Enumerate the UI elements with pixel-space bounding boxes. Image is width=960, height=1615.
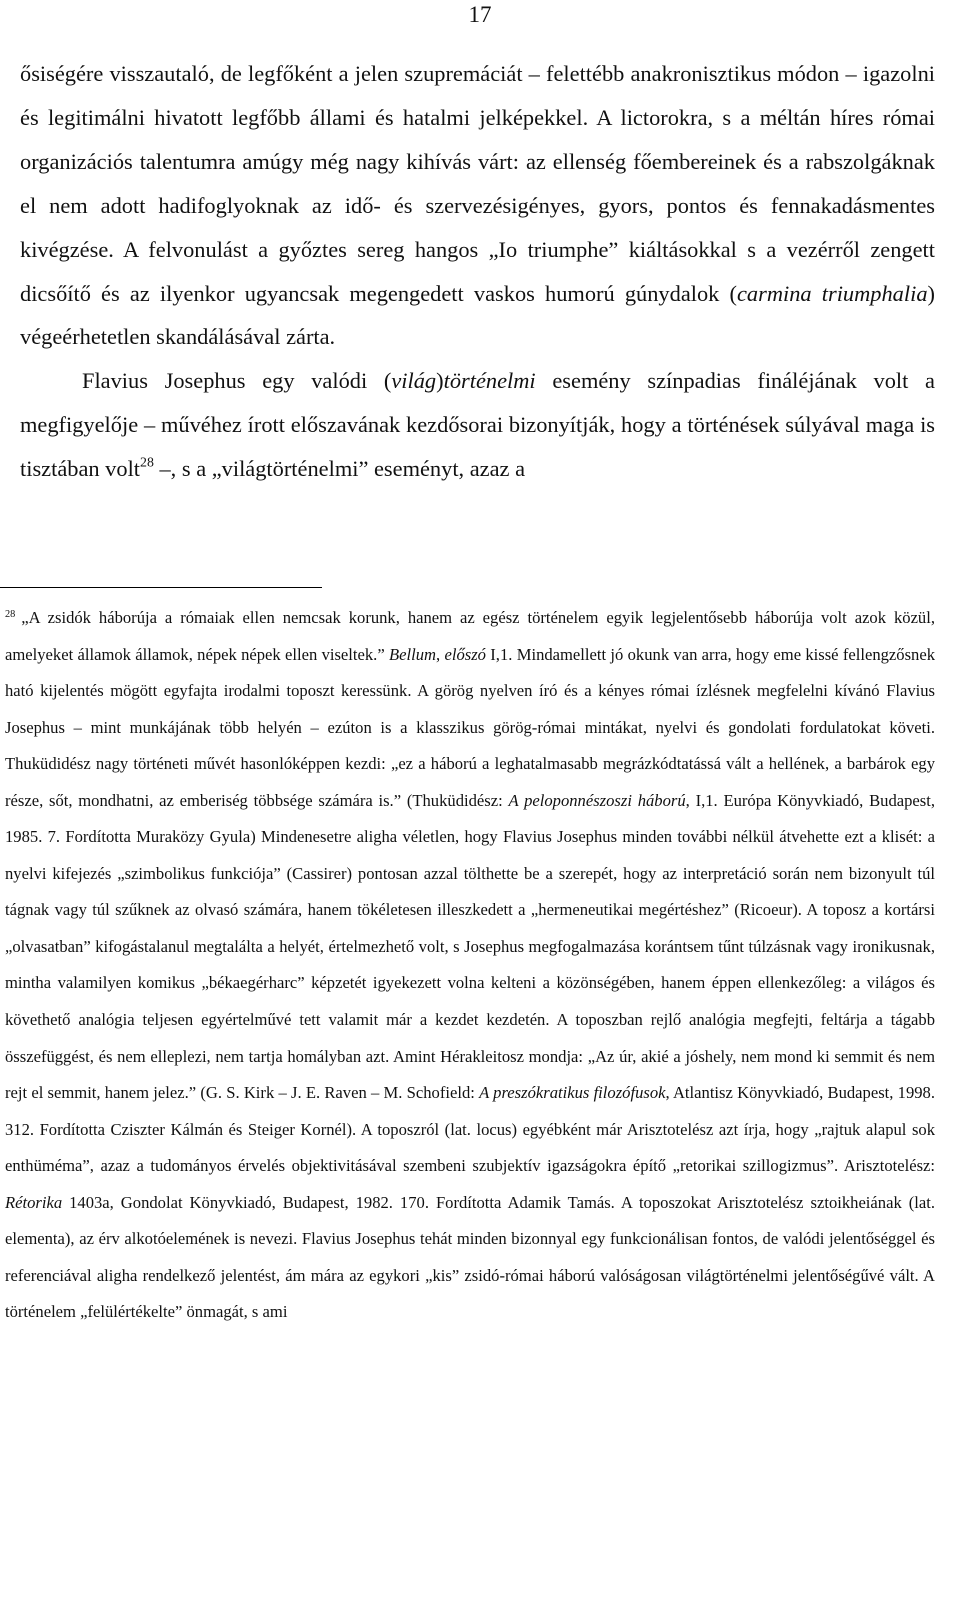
paragraph-1-italic-carmina: carmina triumphalia — [736, 280, 928, 306]
paragraph-1 — [20, 52, 935, 359]
footnote-italic-peloponneszoszi: A peloponnészoszi háború — [508, 790, 686, 810]
paragraph-2-text-2: ) — [436, 368, 444, 394]
main-text — [20, 52, 935, 491]
footnote-text-1: „A zsidók háborúja a rómaiak ellen nemcsak korunk, hanem az egész történelem egyik legjelentősebb háborúja volt azok közül, amelyeket államok államok, népek népek ellen viseltek.” — [5, 608, 935, 664]
footnote-separator — [0, 587, 322, 588]
paragraph-2 — [20, 359, 935, 491]
footnote-text-4: , I,1. Európa Könyvkiadó, Budapest, 1985. 7. Fordította Muraközy Gyula) Mindenesetre aligha véletlen, hogy Flavius Josephus minden további nélkül átvehette ezt a klisét: a nyelvi kifejezés „szimbolikus funkciója” (Cassirer) pontosan azzal tölthette be a szerepét, hogy az interpretáció során nem bizonyult túl tágnak vagy túl szűknek az olvasó számára, hanem tökéletesen illeszkedett a „hermeneutikai megértéshez” (Ricoeur). A toposz a kortársi „olvasatban” kifogástalanul megtalálta a helyét, értelmezhető volt, s Josephus megfogalmazása korántsem tűnt túlzásnak vagy ironikusnak, mintha valamilyen komikus „békaegérharc” képzetét igyekezett volna kelteni a közönségében, hanem éppen ellenkezőleg: a világos és követhető analógia teljesen egyértelművé tett valamit már a kezdet kezdetén. A toposzban rejlő analógia megfejti, feltárja a tágabb összefüggést, és nem elleplezi, nem tartja homályban azt. Amint Hérakleitosz mondja: „Az úr, akié a jóshely, nem mond ki semmit és nem rejt el semmit, hanem jelez.” (G. S. Kirk – J. E. Raven – M. Schofield: — [5, 790, 936, 1103]
paragraph-1-text-1: ősiségére visszautaló, de legfőként a jelen szupremáciát – felettébb anakronisztikus módon – igazolni és legitimálni hivatott legfőbb állami és hatalmi jelképekkel. A lictorokra, s a méltán híres római organizációs talentumra amúgy még nagy kihívás várt: az ellenség főembereinek és a rabszolgáknak el nem adott hadifoglyoknak az idő- és szervezésigényes, gyors, pontos és fennakadásmentes kivégzése. A felvonulást a győztes sereg hangos „Io triumphe” kiáltásokkal s a vezérről zengett dicsőítő és az ilyenkor ugyancsak megengedett vaskos humorú gúnydalok ( — [20, 61, 935, 306]
paragraph-2-italic-vilag: világ — [391, 368, 437, 394]
page-number: 17 — [468, 2, 492, 27]
footnote-text-6: 1403a, Gondolat Könyvkiadó, Budapest, 1982. 170. Fordította Adamik Tamás. A toposzokat Arisztotelész sztoikheiának (lat. elementa), az érv alkotóelemének is nevezi. Flavius Josephus tehát minden bizonnyal egy funkcionálisan fontos, de valódi jelentőséggel és referenciával aligha rendelkező jelentést, ám mára az egykori „kis” zsidó-római háború valóságosan világtörténelmi jelentőségűvé vált. A történelem „felülértékelte” önmagát, s ami — [5, 1192, 935, 1322]
footnote-text-2: , — [436, 644, 445, 664]
footnote-italic-retorika: Rétorika — [5, 1192, 63, 1212]
paragraph-2-text-3: esemény színpadias fináléjának volt a megfigyelője – művéhez írott előszavának kezdősorai bizonyítják, hogy a történések súlyával maga is tisztában volt — [20, 368, 935, 482]
paragraph-2-text-1: Flavius Josephus egy valódi ( — [82, 368, 392, 394]
paragraph-1-text-2: ) végeérhetetlen skandálásával zárta. — [20, 280, 935, 350]
footnote-italic-eloszo: előszó — [444, 644, 486, 664]
paragraph-2-italic-tortenelmi: történelmi — [443, 368, 536, 394]
footnote-italic-preszokratikus: A preszókratikus filozófusok — [479, 1083, 666, 1103]
footnote-text-5: , Atlantisz Könyvkiadó, Budapest, 1998. 312. Fordította Cziszter Kálmán és Steiger Kornél). A toposzról (lat. locus) egyébként már Arisztotelész azt írja, hogy „rajtuk alapul sok enthüméma”, azaz a tudományos érvelés objektivitásával szembeni szubjektív igazságokra építő „retorikai szillogizmus”. Arisztotelész: — [5, 1083, 935, 1176]
footnote — [5, 600, 935, 1331]
footnote-text-3: I,1. Mindamellett jó okunk van arra, hogy eme kissé fellengzősnek ható kijelentés mögött egyfajta irodalmi toposzt keressünk. A görög nyelven író és a kényes római ízlésnek megfelelni kívánó Flavius Josephus – mint munkájának több helyén – ezúton is a klasszikus görög-római mintákat, nyelvi és gondolati fordulatokat követi. Thuküdidész nagy történeti művét hasonlóképpen kezdi: „ez a háború a leghatalmasabb megrázkódtatássá vált a hellének, a barbárok egy része, sőt, mondhatni, az emberiség többsége számára is.” (Thuküdidész: — [5, 644, 936, 810]
footnote-number: 28 — [5, 609, 16, 621]
footnote-reference[interactable]: 28 — [140, 455, 154, 471]
paragraph-2-text-4: –, s a „világtörténelmi” eseményt, azaz a — [153, 456, 526, 482]
footnote-italic-bellum: Bellum — [389, 644, 437, 664]
